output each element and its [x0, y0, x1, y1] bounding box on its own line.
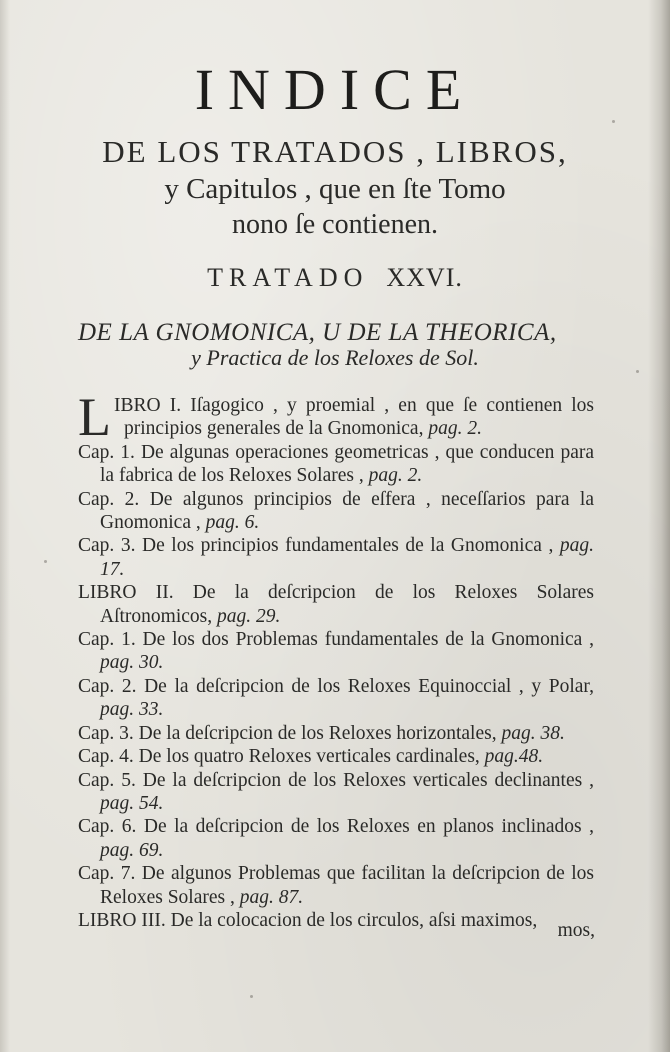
drop-capital: L	[78, 387, 111, 447]
index-entry	[78, 909, 594, 932]
entry-page-ref: pag. 17.	[100, 535, 594, 580]
entry-page-ref: pag. 2.	[368, 465, 423, 487]
entry-text: IBRO I. Iſagogico , y proemial , en que ſe contienen los principios generales de la Gnomonica,	[114, 395, 594, 440]
index-entry	[78, 675, 594, 722]
entry-text: LIBRO III. De la colocacion de los circulos, aſsi maximos,	[78, 909, 538, 931]
entry-text: Cap. 3. De la deſcripcion de los Reloxes horizontales,	[78, 722, 502, 744]
subtitle-line-3: nono ſe contienen.	[231, 209, 439, 240]
entry-text: Cap. 2. De la deſcripcion de los Reloxes Equinoccial , y Polar,	[78, 675, 594, 697]
entry-page-ref: pag. 38.	[501, 722, 565, 744]
entry-text: Cap. 1. De algunas operaciones geometricas , que conducen para la fabrica de los Reloxes Solares ,	[78, 441, 594, 487]
entry-text: Cap. 1. De los dos Problemas fundamentales de la Gnomonica ,	[78, 629, 594, 651]
entry-page-ref: pag. 30.	[100, 652, 164, 674]
index-entry	[78, 488, 594, 535]
index-entry	[78, 628, 594, 675]
entry-page-ref: pag. 54.	[100, 792, 164, 814]
catchword: mos,	[557, 920, 595, 941]
entry-text: Cap. 7. De algunos Problemas que facilitan la deſcripcion de los Reloxes Solares ,	[78, 863, 594, 908]
subtitle-line-1: DE LOS TRATADOS , LIBROS,	[102, 134, 568, 169]
section-heading-line-1: DE LA GNOMONICA, U DE LA THEORICA,	[78, 319, 557, 346]
index-entry	[78, 722, 594, 745]
entry-page-ref: pag. 29.	[217, 605, 281, 627]
index-entry	[78, 534, 594, 581]
index-entry	[78, 862, 594, 909]
paper-speck	[636, 370, 639, 373]
paper-speck	[250, 995, 253, 998]
entry-page-ref: pag. 87.	[239, 886, 304, 908]
tratado-number: XXVI.	[386, 263, 463, 292]
entry-page-ref: pag. 6.	[205, 512, 260, 534]
index-entry	[78, 815, 594, 862]
entry-text: Cap. 2. De algunos principios de eſfera , neceſſarios para la Gnomonica ,	[78, 488, 594, 534]
entry-page-ref: pag. 2.	[428, 418, 482, 440]
section-heading-line-2: y Practica de los Reloxes de Sol.	[191, 345, 479, 370]
entry-page-ref: pag. 33.	[100, 699, 164, 721]
entry-text: Cap. 3. De los principios fundamentales de la Gnomonica ,	[78, 535, 560, 557]
index-entry	[78, 745, 594, 768]
page-title: INDICE	[194, 57, 476, 122]
entry-text: LIBRO II. De la deſcripcion de los Reloxes Solares Aſtronomicos,	[78, 582, 594, 627]
entry-page-ref: pag.48.	[484, 746, 544, 768]
index-entry	[78, 581, 594, 628]
index-entry	[78, 441, 594, 488]
index-entry	[78, 387, 594, 447]
entry-text: Cap. 4. De los quatro Reloxes verticales cardinales,	[78, 746, 485, 768]
paper-speck	[612, 120, 615, 123]
tratado-heading	[0, 262, 670, 294]
paper-speck	[44, 560, 47, 563]
entry-page-ref: pag. 69.	[100, 839, 164, 861]
tratado-label: TRATADO	[207, 263, 369, 292]
entry-text: Cap. 6. De la deſcripcion de los Reloxes en planos inclinados ,	[78, 816, 594, 838]
entry-text: Cap. 5. De la deſcripcion de los Reloxes verticales declinantes ,	[78, 769, 594, 791]
index-entries	[78, 387, 594, 932]
subtitle-line-2: y Capitulos , que en ſte Tomo	[164, 173, 506, 205]
index-entry	[78, 769, 594, 816]
